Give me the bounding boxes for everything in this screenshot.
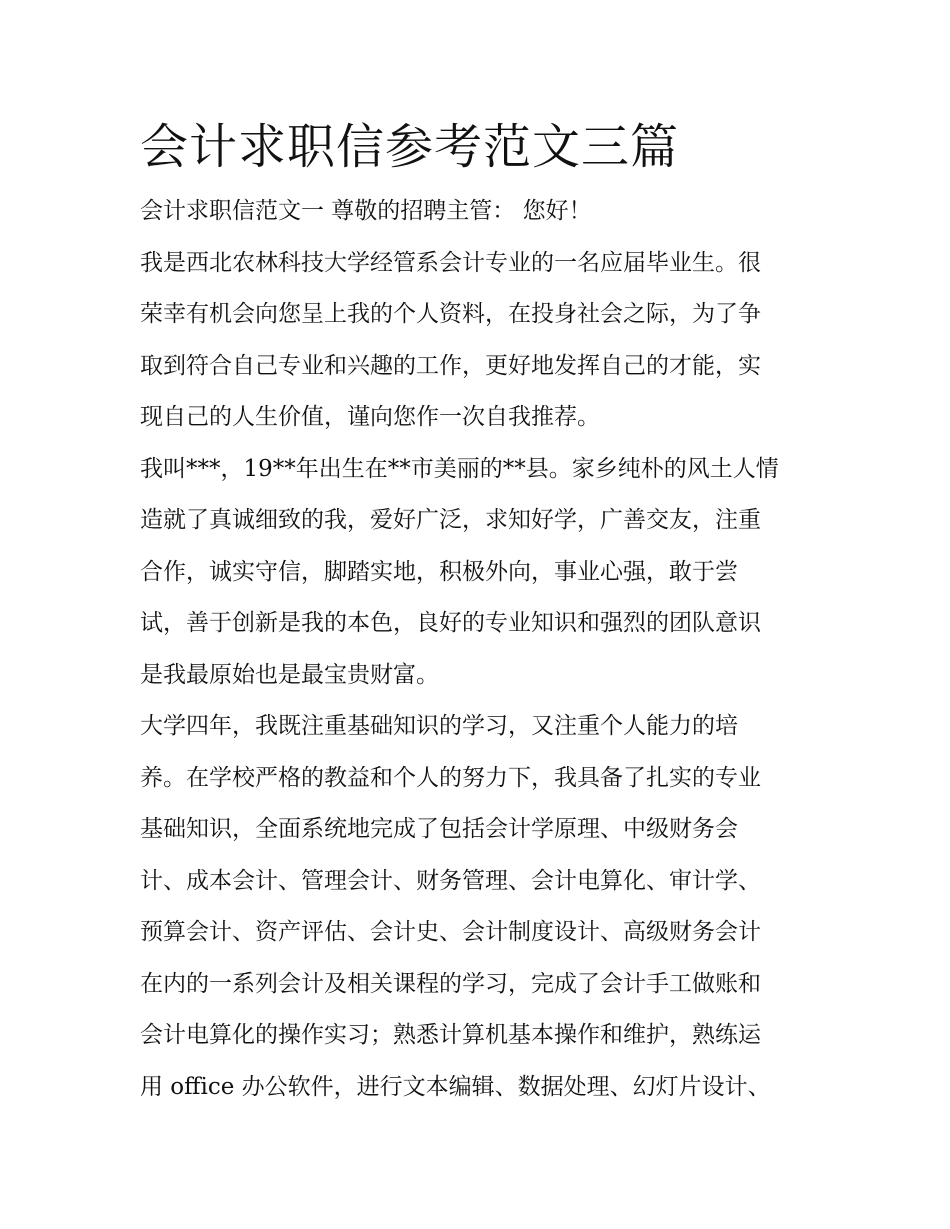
document-line: 取到符合自己专业和兴趣的工作，更好地发挥自己的才能，实 — [140, 352, 761, 379]
document-line: 我叫***，19**年出生在**市美丽的**县。家乡纯朴的风土人情 — [140, 455, 779, 482]
document-line: 现自己的人生价值，谨向您作一次自我推荐。 — [140, 404, 600, 430]
document-line: 基础知识，全面系统地完成了包括会计学原理、中级财务会 — [140, 816, 738, 842]
document-line: 合作，诚实守信，脚踏实地，积极外向，事业心强，敢于尝 — [140, 558, 738, 585]
document-line: 养。在学校严格的教益和个人的努力下，我具备了扎实的专业 — [140, 764, 761, 791]
document-line: 是我最原始也是最宝贵财富。 — [140, 661, 439, 688]
document-line: 计、成本会计、管理会计、财务管理、会计电算化、审计学、 — [140, 867, 761, 894]
document-line: 会计电算化的操作实习；熟悉计算机基本操作和维护，熟练运 — [140, 1022, 761, 1048]
document-line: 会计求职信范文一 尊敬的招聘主管： 您好！ — [140, 198, 592, 224]
document-line: 预算会计、资产评估、会计史、会计制度设计、高级财务会计 — [140, 919, 761, 945]
document-line: 我是西北农林科技大学经管系会计专业的一名应届毕业生。很 — [140, 249, 761, 276]
document-line: 用 office 办公软件，进行文本编辑、数据处理、幻灯片设计、 — [140, 1073, 771, 1100]
document-line: 荣幸有机会向您呈上我的个人资料，在投身社会之际，为了争 — [140, 301, 761, 327]
document-title: 会计求职信参考范文三篇 — [140, 119, 680, 175]
document-line: 大学四年，我既注重基础知识的学习，又注重个人能力的培 — [140, 713, 738, 739]
document-page — [140, 112, 812, 1113]
document-line: 试，善于创新是我的本色，良好的专业知识和强烈的团队意识 — [140, 610, 761, 636]
document-line: 造就了真诚细致的我，爱好广泛，求知好学，广善交友，注重 — [140, 507, 761, 533]
document-line: 在内的一系列会计及相关课程的学习，完成了会计手工做账和 — [140, 970, 761, 997]
